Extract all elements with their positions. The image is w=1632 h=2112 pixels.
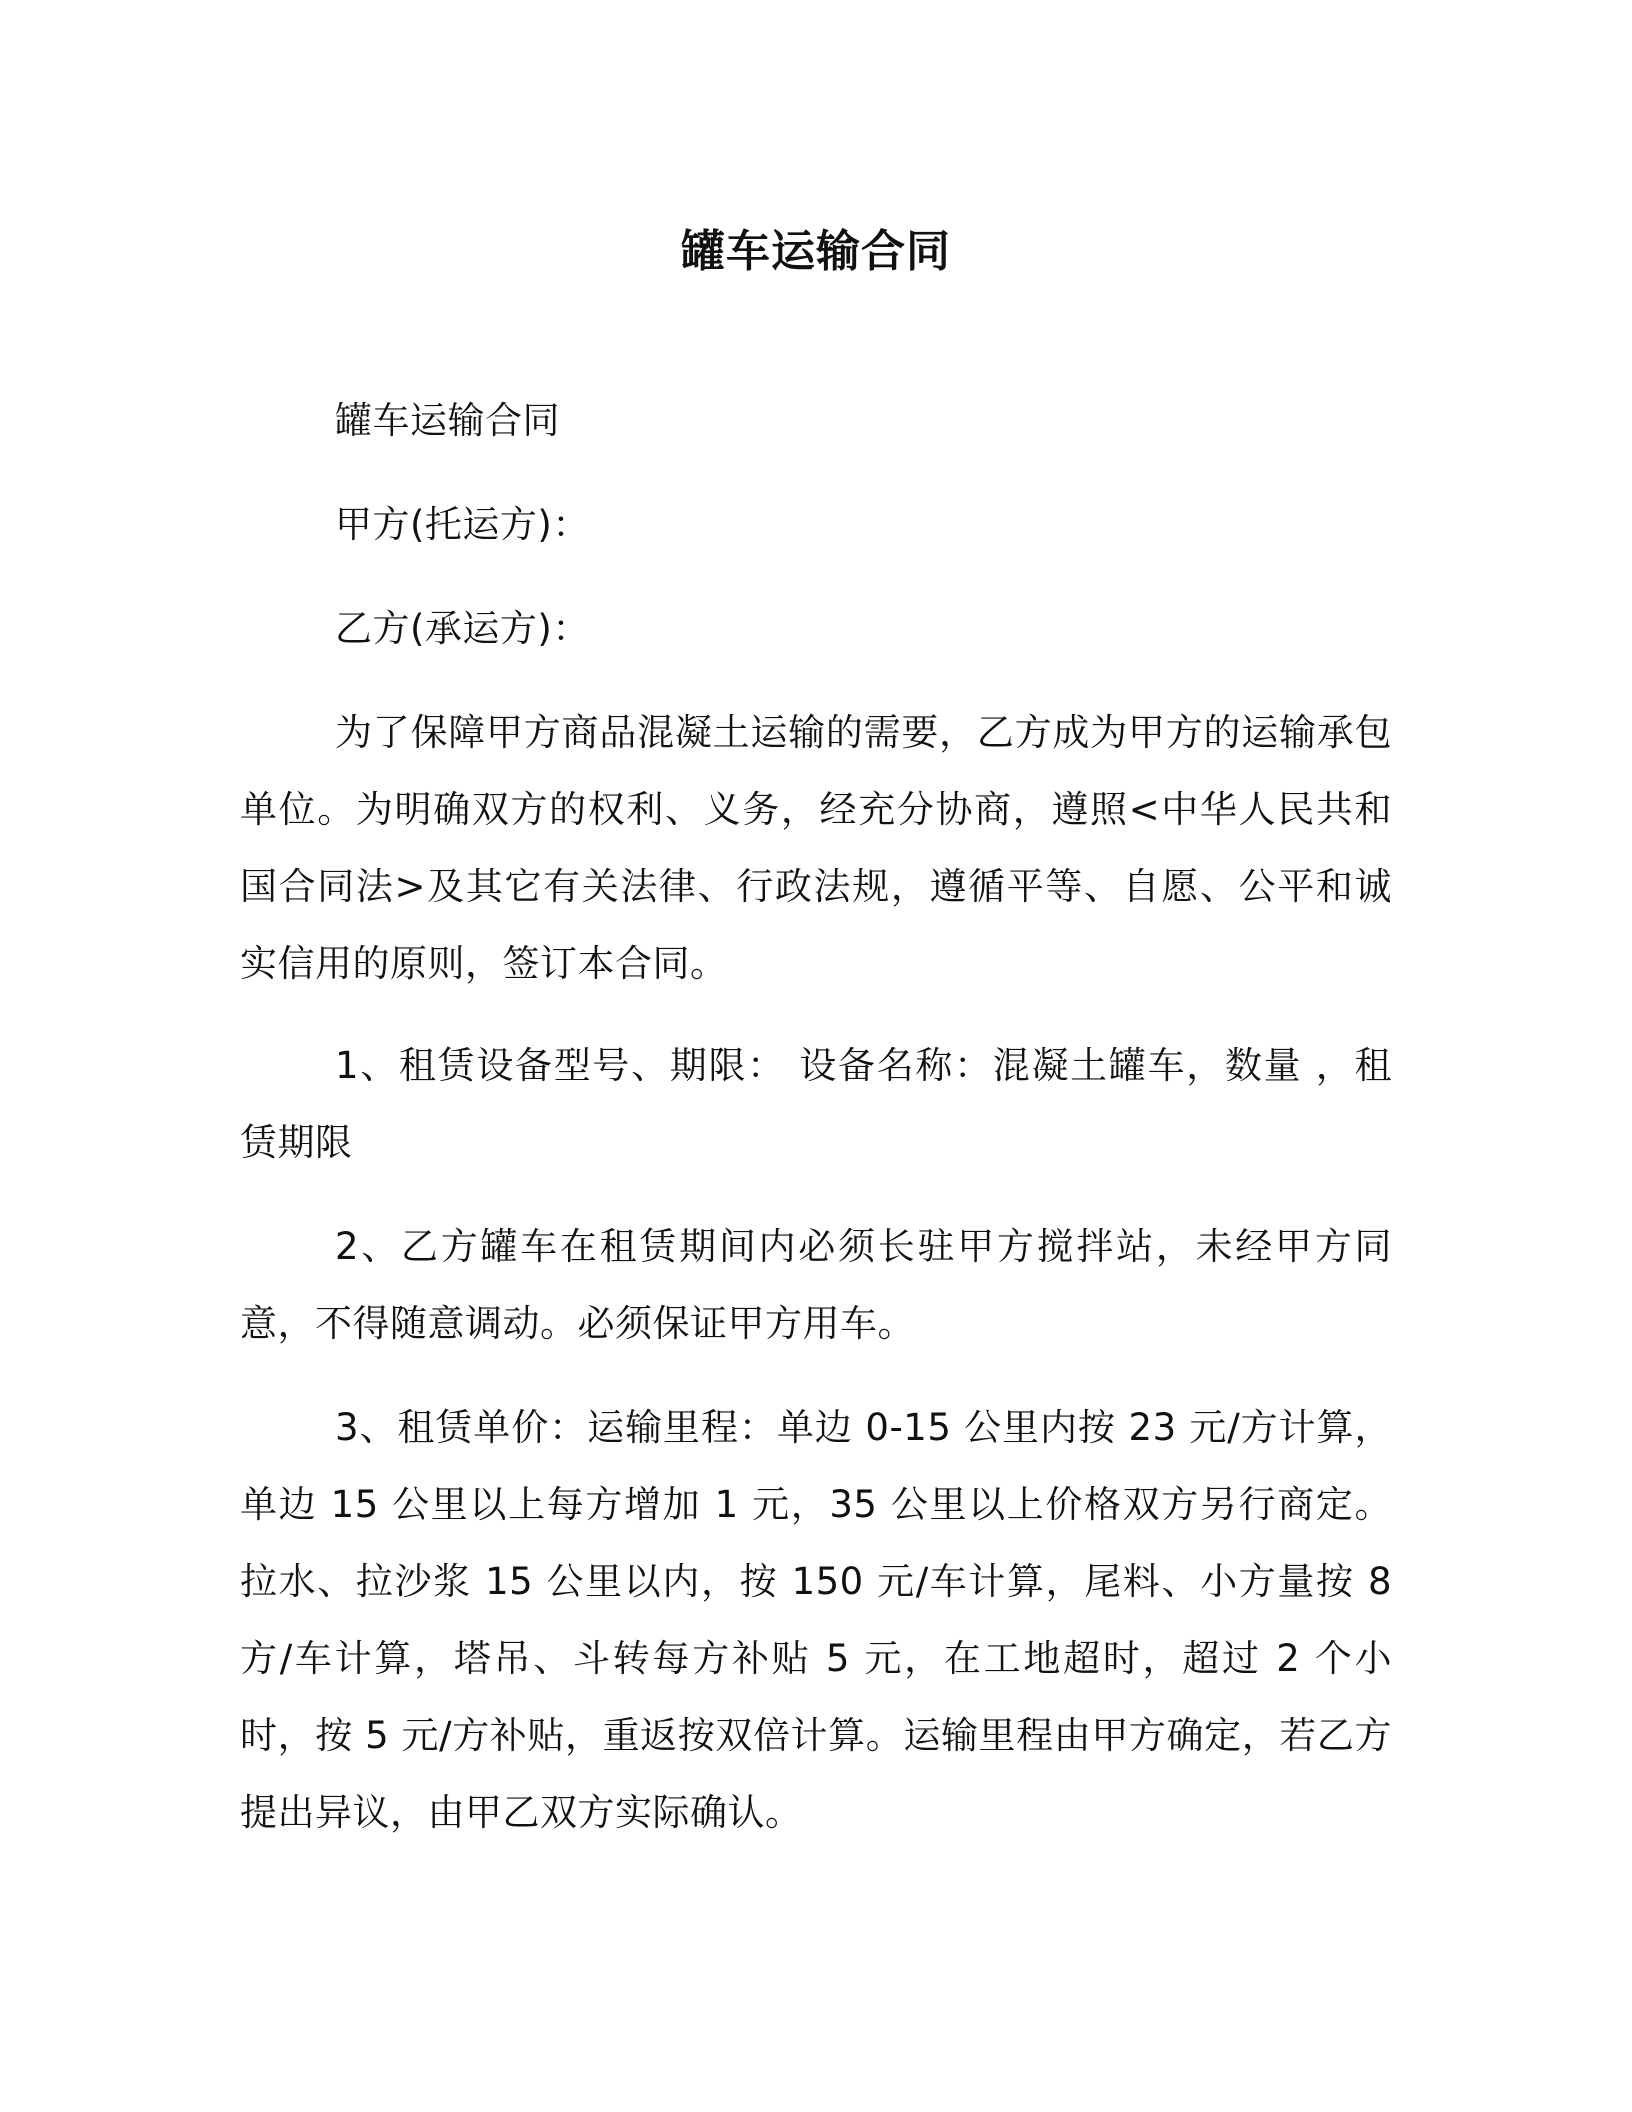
party-b-label: 乙方(承运方)： xyxy=(335,607,590,650)
party-a-label: 甲方(托运方)： xyxy=(335,503,590,546)
contract-heading-text: 罐车运输合同 xyxy=(335,399,560,442)
party-b-line xyxy=(240,590,1392,667)
clause-2-text: 2、乙方罐车在租赁期间内必须长驻甲方搅拌站，未经甲方同意，不得随意调动。必须保证甲方用车。 xyxy=(240,1225,1392,1345)
preamble-text: 为了保障甲方商品混凝土运输的需要，乙方成为甲方的运输承包单位。为明确双方的权利、义务，经充分协商，遵照<中华人民共和国合同法>及其它有关法律、行政法规，遵循平等、自愿、公平和诚实信用的原则，签订本合同。 xyxy=(240,711,1392,985)
clause-1-paragraph xyxy=(240,1027,1392,1181)
party-a-line xyxy=(240,486,1392,563)
clause-3-paragraph xyxy=(240,1389,1392,1851)
clause-2-paragraph xyxy=(240,1208,1392,1362)
clause-3-text: 3、租赁单价：运输里程：单边 0-15 公里内按 23 元/方计算，单边 15 公里以上每方增加 1 元，35 公里以上价格双方另行商定。拉水、拉沙浆 15 公里以内，按 150 元/车计算，尾料、小方量按 8 方/车计算，塔吊、斗转每方补贴 5 元，在工地超时，超过 2 个小时，按 5 元/方补贴，重返按双倍计算。运输里程由甲方确定，若乙方提出异议，由甲乙双方实际确认。 xyxy=(240,1406,1392,1834)
preamble-paragraph xyxy=(240,694,1392,1002)
contract-heading xyxy=(240,382,1392,459)
clause-1-text: 1、租赁设备型号、期限： 设备名称：混凝土罐车，数量 ，租赁期限 xyxy=(240,1044,1392,1164)
document-title: 罐车运输合同 xyxy=(681,226,951,277)
